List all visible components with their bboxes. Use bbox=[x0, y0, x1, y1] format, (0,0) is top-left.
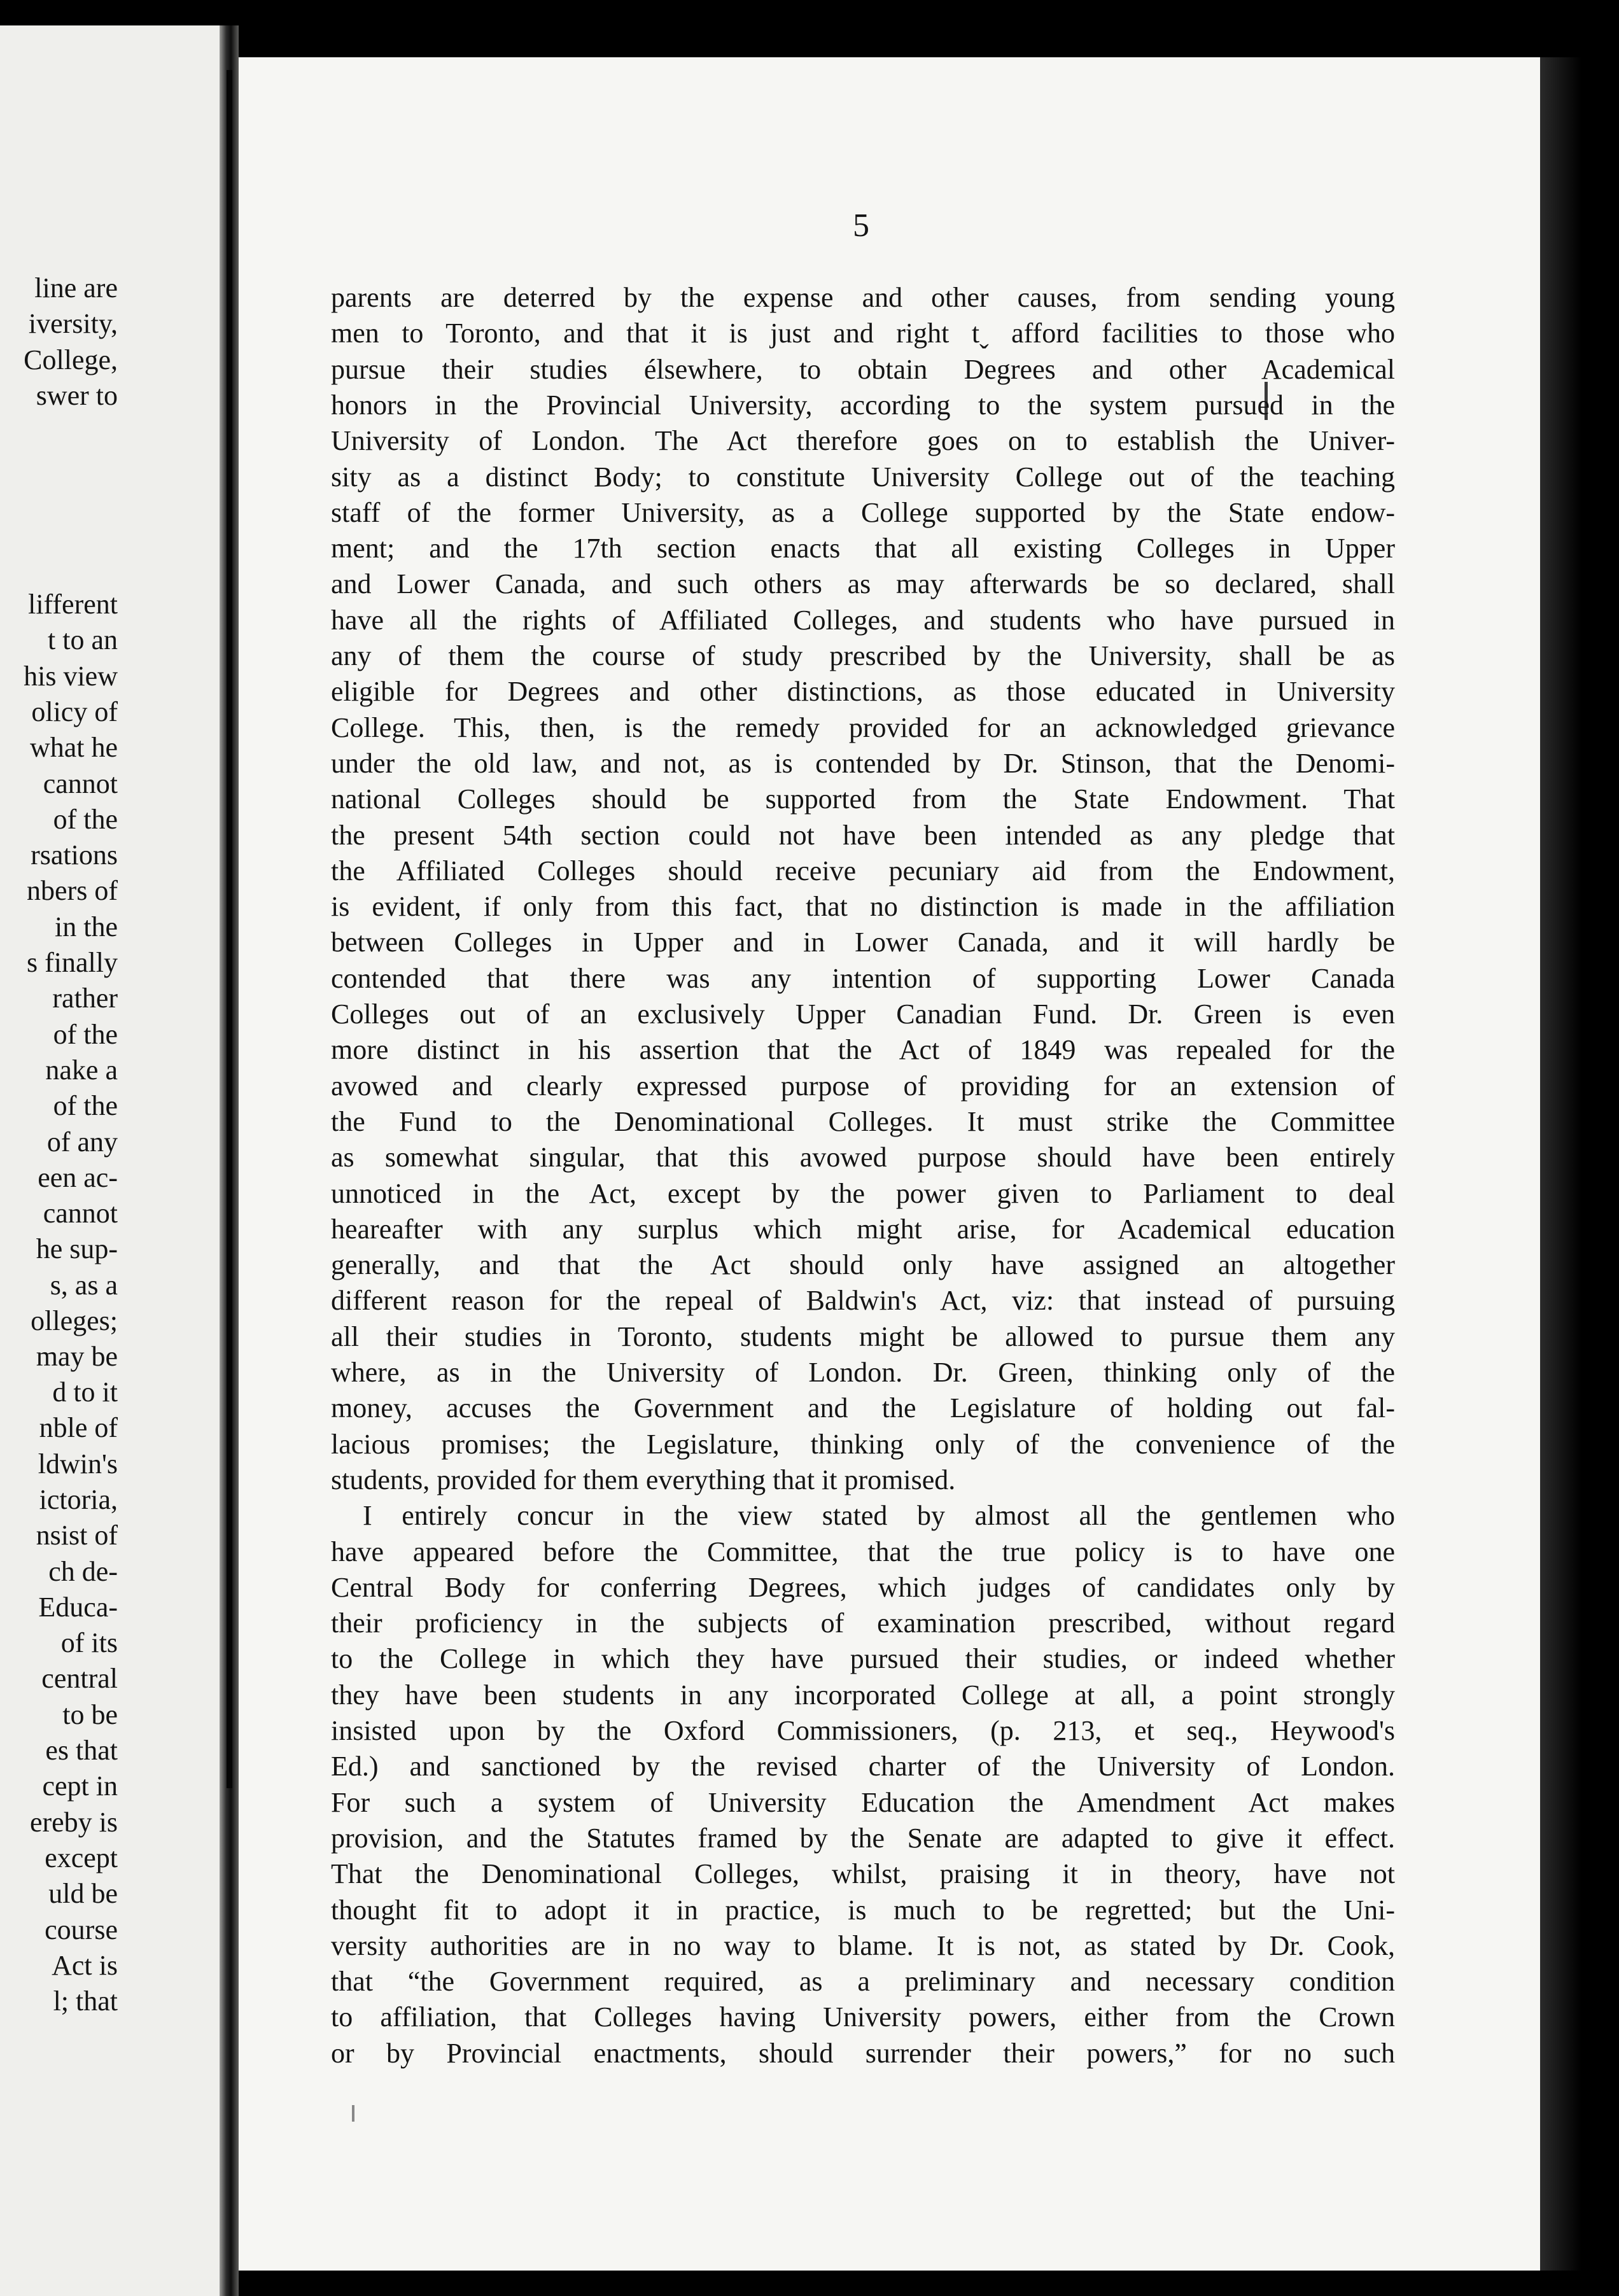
left-page-line: cannot bbox=[43, 767, 118, 799]
text-line: contended that there was any intention of supporting Lower Canada bbox=[331, 962, 1395, 994]
left-page-line: cept in bbox=[42, 1770, 118, 1802]
left-page-line: Educa- bbox=[38, 1591, 118, 1623]
text-line: thought fit to adopt it in practice, is much to be regretted; but the Uni- bbox=[331, 1894, 1395, 1926]
text-line: between Colleges in Upper and in Lower Canada, and it will hardly be bbox=[331, 927, 1395, 958]
text-line: different reason for the repeal of Baldwin's Act, viz: that instead of pursuing bbox=[331, 1285, 1395, 1317]
left-page-line: of any bbox=[46, 1126, 118, 1158]
left-page-line: in the bbox=[55, 911, 118, 942]
left-page-line: d to it bbox=[52, 1376, 118, 1408]
text-line: staff of the former University, as a College supported by the State endow- bbox=[331, 496, 1395, 528]
left-page-line: s, as a bbox=[50, 1269, 118, 1301]
left-page-line: his view bbox=[24, 660, 118, 692]
text-line: to the College in which they have pursued their studies, or indeed whether bbox=[331, 1643, 1395, 1675]
left-page-line: cannot bbox=[43, 1198, 118, 1229]
left-page-line: Act is bbox=[52, 1949, 118, 1981]
left-page-line: may be bbox=[36, 1341, 118, 1373]
text-line: students, provided for them everything that it promised. bbox=[331, 1464, 956, 1495]
text-line: as somewhat singular, that this avowed purpose should have been entirely bbox=[331, 1142, 1395, 1173]
text-line: unnoticed in the Act, except by the power given to Parliament to deal bbox=[331, 1177, 1395, 1209]
text-line: Central Body for conferring Degrees, which judges of candidates only by bbox=[331, 1571, 1395, 1603]
text-line: pursue their studies élsewhere, to obtain Degrees and other Academical bbox=[331, 353, 1395, 385]
text-line: national Colleges should be supported from the State Endowment. That bbox=[331, 783, 1395, 815]
text-line: lacious promises; the Legislature, thinking only of the convenience of the bbox=[331, 1428, 1395, 1460]
left-page-line: rather bbox=[52, 983, 118, 1014]
left-page-line: he sup- bbox=[36, 1233, 118, 1265]
text-line: men to Toronto, and that it is just and right tˬ afford facilities to those who bbox=[331, 318, 1395, 349]
text-line: University of London. The Act therefore goes on to establish the Univer- bbox=[331, 425, 1395, 457]
left-page-line: es that bbox=[45, 1735, 118, 1766]
left-page-line: of the bbox=[53, 1018, 118, 1050]
text-line: Ed.) and sanctioned by the revised charter of the University of London. bbox=[331, 1751, 1395, 1782]
text-line: the present 54th section could not have been intended as any pledge that bbox=[331, 819, 1395, 851]
left-page-line: ictoria, bbox=[39, 1483, 118, 1515]
page-edge-shadow bbox=[1540, 57, 1581, 2271]
text-line: versity authorities are in no way to blame. It is not, as stated by Dr. Cook, bbox=[331, 1929, 1395, 1961]
left-page-line: except bbox=[45, 1842, 118, 1873]
text-line: money, accuses the Government and the Legislature of holding out fal- bbox=[331, 1392, 1395, 1424]
left-page-line: ldwin's bbox=[38, 1448, 118, 1480]
left-page-line: central bbox=[41, 1663, 118, 1695]
text-line: generally, and that the Act should only have assigned an altogether bbox=[331, 1249, 1395, 1281]
left-page-line: s finally bbox=[27, 947, 118, 978]
text-line: provision, and the Statutes framed by the Senate are adapted to give it effect. bbox=[331, 1822, 1395, 1854]
left-page-line: of its bbox=[60, 1627, 118, 1659]
left-page-line: een ac- bbox=[38, 1161, 118, 1193]
left-page-line: what he bbox=[29, 732, 118, 764]
text-line: honors in the Provincial University, according to the system pursued in the bbox=[331, 389, 1395, 421]
text-line: Colleges out of an exclusively Upper Canadian Fund. Dr. Green is even bbox=[331, 998, 1395, 1030]
left-page-line: swer to bbox=[36, 379, 118, 411]
text-line: heareafter with any surplus which might arise, for Academical education bbox=[331, 1213, 1395, 1245]
left-page-line: of the bbox=[53, 803, 118, 835]
text-line: where, as in the University of London. Dr. Green, thinking only of the bbox=[331, 1357, 1395, 1388]
left-page-line: l; that bbox=[53, 1985, 118, 2017]
text-line: they have been students in any incorporated College at all, a point strongly bbox=[331, 1679, 1395, 1711]
left-page-line: nsist of bbox=[36, 1520, 118, 1551]
left-page-line: rsations bbox=[31, 839, 118, 871]
text-line: have all the rights of Affiliated Colleges, and students who have pursued in bbox=[331, 604, 1395, 636]
left-page-line: lifferent bbox=[28, 589, 118, 620]
text-line: all their studies in Toronto, students might be allowed to pursue them any bbox=[331, 1320, 1395, 1352]
text-line: is evident, if only from this fact, that no distinction is made in the affiliation bbox=[331, 891, 1395, 923]
left-page-line: course bbox=[45, 1914, 118, 1945]
gutter-shadow bbox=[227, 70, 232, 1788]
text-line: the Affiliated Colleges should receive pecuniary aid from the Endowment, bbox=[331, 855, 1395, 886]
left-page-line: to be bbox=[62, 1698, 118, 1730]
text-line: their proficiency in the subjects of examination prescribed, without regard bbox=[331, 1607, 1395, 1639]
left-page-line: ereby is bbox=[29, 1806, 118, 1838]
text-line: I entirely concur in the view stated by almost all the gentlemen who bbox=[363, 1500, 1395, 1532]
text-line: any of them the course of study prescribed by the University, shall be as bbox=[331, 640, 1395, 671]
left-page-line: uld be bbox=[48, 1878, 118, 1910]
left-page bbox=[0, 25, 220, 2296]
text-line: For such a system of University Education the Amendment Act makes bbox=[331, 1786, 1395, 1818]
left-page-line: ch de- bbox=[48, 1555, 118, 1587]
left-page-line: nbers of bbox=[27, 875, 118, 907]
text-line: eligible for Degrees and other distinctions, as those educated in University bbox=[331, 676, 1395, 708]
left-page-line: nake a bbox=[45, 1054, 118, 1086]
text-line: College. This, then, is the remedy provided for an acknowledged grievance bbox=[331, 711, 1395, 743]
text-line: That the Denominational Colleges, whilst, praising it in theory, have not bbox=[331, 1858, 1395, 1890]
left-page-line: olicy of bbox=[31, 696, 118, 727]
text-line: parents are deterred by the expense and other causes, from sending young bbox=[331, 282, 1395, 313]
text-line: and Lower Canada, and such others as may afterwards be so declared, shall bbox=[331, 568, 1395, 600]
left-page-line: t to an bbox=[48, 624, 118, 656]
text-line: or by Provincial enactments, should surrender their powers,” for no such bbox=[331, 2037, 1395, 2069]
text-line: ment; and the 17th section enacts that all existing Colleges in Upper bbox=[331, 533, 1395, 564]
text-line: to affiliation, that Colleges having University powers, either from the Crown bbox=[331, 2001, 1395, 2033]
text-line: that “the Government required, as a preliminary and necessary condition bbox=[331, 1966, 1395, 1998]
margin-mark bbox=[352, 2105, 354, 2122]
text-line: insisted upon by the Oxford Commissioners, (p. 213, et seq., Heywood's bbox=[331, 1715, 1395, 1746]
text-line: the Fund to the Denominational Colleges. It must strike the Committee bbox=[331, 1105, 1395, 1137]
text-line: more distinct in his assertion that the Act of 1849 was repealed for the bbox=[331, 1034, 1395, 1066]
text-line: sity as a distinct Body; to constitute University College out of the teaching bbox=[331, 461, 1395, 493]
text-line: avowed and clearly expressed purpose of providing for an extension of bbox=[331, 1070, 1395, 1102]
left-page-line: nble of bbox=[39, 1412, 118, 1444]
left-page-line: College, bbox=[24, 344, 118, 375]
page-number: 5 bbox=[853, 207, 869, 244]
left-page-line: of the bbox=[53, 1090, 118, 1122]
left-page-line: olleges; bbox=[31, 1305, 118, 1336]
left-page-line: line are bbox=[34, 272, 118, 304]
left-page-line: iversity, bbox=[28, 308, 118, 340]
text-line: have appeared before the Committee, that the true policy is to have one bbox=[331, 1536, 1395, 1567]
text-line: under the old law, and not, as is contended by Dr. Stinson, that the Denomi- bbox=[331, 747, 1395, 779]
